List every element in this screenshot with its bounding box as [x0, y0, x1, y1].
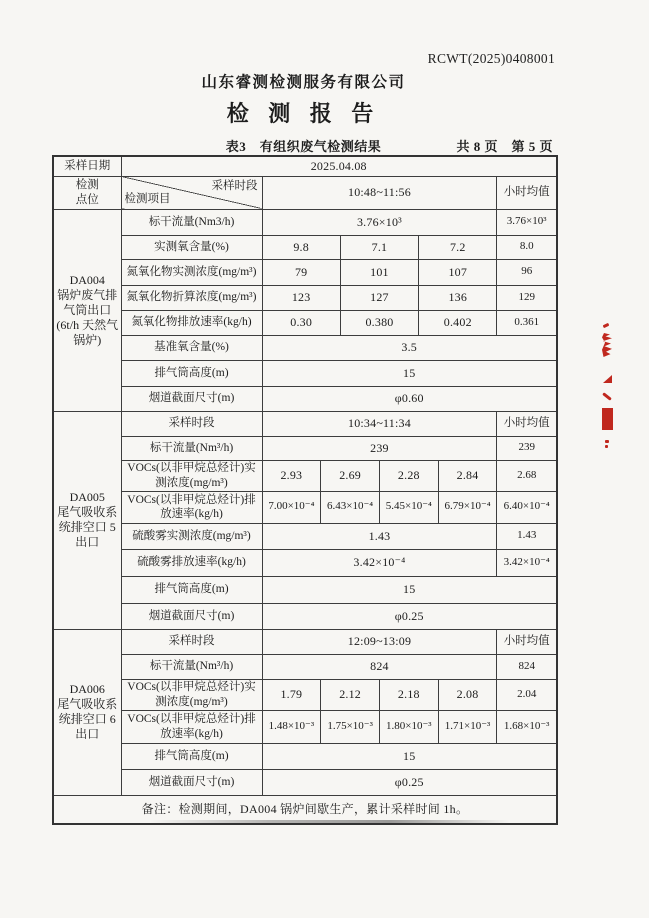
point-line: 出口: [75, 535, 100, 549]
point-column-label-line1: 检测: [75, 179, 99, 192]
row-label: 硫酸雾实测浓度(mg/m³): [121, 523, 262, 549]
row-label: 烟道截面尺寸(m): [121, 603, 262, 629]
table-row: [53, 386, 557, 411]
table-row: [53, 629, 557, 654]
point-line: 统排空口 5: [58, 520, 116, 534]
cell-value: 6.79×10⁻⁴: [438, 491, 497, 523]
table-row: [53, 209, 557, 235]
table-row: [53, 176, 557, 209]
period-value-da006: 12:09~13:09: [262, 629, 497, 654]
cell-value: 0.380: [340, 310, 418, 335]
hour-avg-header: 小时均值: [497, 411, 557, 436]
page-indicator: 共 8 页 第 5 页: [456, 139, 553, 154]
hour-avg-header: 小时均值: [497, 629, 557, 654]
table-row: [53, 549, 557, 576]
row-label: 实测氧含量(%): [121, 235, 262, 259]
hour-avg-value: 8.0: [497, 235, 557, 259]
point-line: 尾气吸收系: [57, 505, 118, 519]
table-row: [53, 156, 557, 176]
row-label: VOCs(以非甲烷总烃计)实测浓度(mg/m³): [121, 460, 262, 491]
point-cell-da004: [53, 209, 121, 411]
point-line: 锅炉废气排: [57, 287, 118, 302]
stamp-stroke: [602, 333, 612, 357]
table-row: [53, 679, 557, 710]
row-label: 标干流量(Nm³/h): [121, 436, 262, 460]
table-row: [53, 335, 557, 360]
row-label: 标干流量(Nm3/h): [121, 209, 262, 235]
scan-smudge: [150, 820, 510, 823]
cell-value: 2.93: [262, 460, 321, 491]
point-cell-da006: [53, 629, 121, 795]
row-label: 排气筒高度(m): [121, 360, 262, 386]
table-caption: 表3 有组织废气检测结果: [225, 139, 382, 154]
cell-value: 824: [262, 654, 497, 679]
hour-avg-header: 小时均值: [497, 176, 557, 209]
hour-avg-value: 96: [497, 259, 557, 285]
stamp-stroke: [603, 375, 612, 383]
row-label: VOCs(以非甲烷总烃计)排放速率(kg/h): [121, 491, 262, 523]
remark: 备注：检测期间，DA004 锅炉间歇生产，累计采样时间 1h。: [53, 795, 557, 824]
hour-avg-value: 129: [497, 285, 557, 310]
table-row: [53, 259, 557, 285]
table-row: [53, 285, 557, 310]
row-label: 硫酸雾排放速率(kg/h): [121, 549, 262, 576]
cell-value: φ0.60: [262, 386, 557, 411]
cell-value: 1.48×10⁻³: [262, 710, 321, 743]
point-line: DA004: [69, 272, 105, 287]
cell-value: 15: [262, 360, 557, 386]
cell-value: 0.30: [262, 310, 340, 335]
cell-value: 123: [262, 285, 340, 310]
row-label: 烟道截面尺寸(m): [121, 386, 262, 411]
hour-avg-value: 1.43: [497, 523, 557, 549]
cell-value: 239: [262, 436, 497, 460]
stamp-stroke: [602, 392, 612, 401]
table-row: [53, 436, 557, 460]
row-label: 氮氧化物折算浓度(mg/m³): [121, 285, 262, 310]
cell-value: φ0.25: [262, 769, 557, 795]
point-line: 锅炉): [73, 332, 102, 347]
table-row: [53, 360, 557, 386]
row-label: 排气筒高度(m): [121, 576, 262, 603]
hour-avg-value: 3.42×10⁻⁴: [497, 549, 557, 576]
row-label: VOCs(以非甲烷总烃计)实测浓度(mg/m³): [121, 679, 262, 710]
hour-avg-value: 0.361: [497, 310, 557, 335]
cell-value: 1.80×10⁻³: [379, 710, 438, 743]
cell-value: 127: [340, 285, 418, 310]
cell-value: 2.18: [379, 679, 438, 710]
point-line: (6t/h 天然气: [56, 317, 119, 332]
point-line: DA005: [69, 490, 105, 504]
cell-value: 15: [262, 576, 557, 603]
table-row: [53, 654, 557, 679]
sample-date-label: 采样日期: [53, 156, 121, 176]
cell-value: 3.5: [262, 335, 557, 360]
sample-date-value: 2025.04.08: [121, 156, 557, 176]
hour-avg-value: 3.76×10³: [497, 209, 557, 235]
row-label: 排气筒高度(m): [121, 743, 262, 769]
cell-value: 5.45×10⁻⁴: [379, 491, 438, 523]
row-label: 标干流量(Nm³/h): [121, 654, 262, 679]
cell-value: 3.42×10⁻⁴: [262, 549, 497, 576]
table-row: [53, 491, 557, 523]
cell-value: 79: [262, 259, 340, 285]
point-line: 统排空口 6: [58, 712, 116, 726]
period-value-da004: 10:48~11:56: [262, 176, 497, 209]
cell-value: 3.76×10³: [262, 209, 497, 235]
point-cell-da005: [53, 411, 121, 629]
table-row: [53, 310, 557, 335]
point-line: DA006: [69, 682, 105, 696]
point-line: 出口: [75, 727, 100, 741]
cell-value: 2.84: [438, 460, 497, 491]
row-label: 烟道截面尺寸(m): [121, 769, 262, 795]
row-label: 采样时段: [121, 629, 262, 654]
hour-avg-value: 6.40×10⁻⁴: [497, 491, 557, 523]
stamp-stroke: [602, 408, 613, 430]
cell-value: 107: [419, 259, 497, 285]
red-stamp-fragment: [599, 322, 615, 462]
point-line: 气筒出口: [63, 302, 112, 317]
company-name: 山东睿测检测服务有限公司: [201, 74, 406, 91]
cell-value: φ0.25: [262, 603, 557, 629]
cell-value: 7.1: [340, 235, 418, 259]
caption-line: [52, 136, 555, 154]
point-line: 尾气吸收系: [57, 697, 118, 711]
cell-value: 2.08: [438, 679, 497, 710]
table-row: [53, 743, 557, 769]
diagonal-header-cell: [121, 176, 262, 209]
row-label: 采样时段: [121, 411, 262, 436]
table-row: [53, 460, 557, 491]
period-value-da005: 10:34~11:34: [262, 411, 497, 436]
cell-value: 1.71×10⁻³: [438, 710, 497, 743]
hour-avg-value: 1.68×10⁻³: [497, 710, 557, 743]
table-row: [53, 411, 557, 436]
hour-avg-value: 2.68: [497, 460, 557, 491]
table-row: [53, 235, 557, 259]
diagonal-bottom-label: 检测项目: [124, 193, 171, 206]
table-row: [53, 576, 557, 603]
cell-value: 1.43: [262, 523, 497, 549]
row-label: 氮氧化物实测浓度(mg/m³): [121, 259, 262, 285]
report-header: [52, 46, 555, 154]
table-row: [53, 710, 557, 743]
cell-value: 101: [340, 259, 418, 285]
cell-value: 2.12: [321, 679, 380, 710]
table-row: [53, 523, 557, 549]
row-label: VOCs(以非甲烷总烃计)排放速率(kg/h): [121, 710, 262, 743]
diagonal-top-label: 采样时段: [211, 179, 258, 192]
hour-avg-value: 2.04: [497, 679, 557, 710]
results-table: [52, 155, 558, 825]
cell-value: 15: [262, 743, 557, 769]
hour-avg-value: 824: [497, 654, 557, 679]
cell-value: 7.2: [419, 235, 497, 259]
cell-value: 136: [419, 285, 497, 310]
stamp-stroke: [605, 440, 609, 443]
table-row: [53, 769, 557, 795]
cell-value: 2.28: [379, 460, 438, 491]
cell-value: 1.75×10⁻³: [321, 710, 380, 743]
cell-value: 9.8: [262, 235, 340, 259]
point-column-label-line2: 点位: [75, 193, 99, 206]
stamp-stroke: [605, 445, 608, 448]
report-title: 检 测 报 告: [226, 101, 381, 126]
table-row: [53, 603, 557, 629]
row-label: 基准氧含量(%): [121, 335, 262, 360]
hour-avg-value: 239: [497, 436, 557, 460]
stamp-stroke: [603, 323, 610, 328]
row-label: 氮氧化物排放速率(kg/h): [121, 310, 262, 335]
point-column-label: [53, 176, 121, 209]
cell-value: 1.79: [262, 679, 321, 710]
cell-value: 2.69: [321, 460, 380, 491]
cell-value: 7.00×10⁻⁴: [262, 491, 321, 523]
cell-value: 0.402: [419, 310, 497, 335]
cell-value: 6.43×10⁻⁴: [321, 491, 380, 523]
report-number: RCWT(2025)0408001: [427, 51, 555, 66]
